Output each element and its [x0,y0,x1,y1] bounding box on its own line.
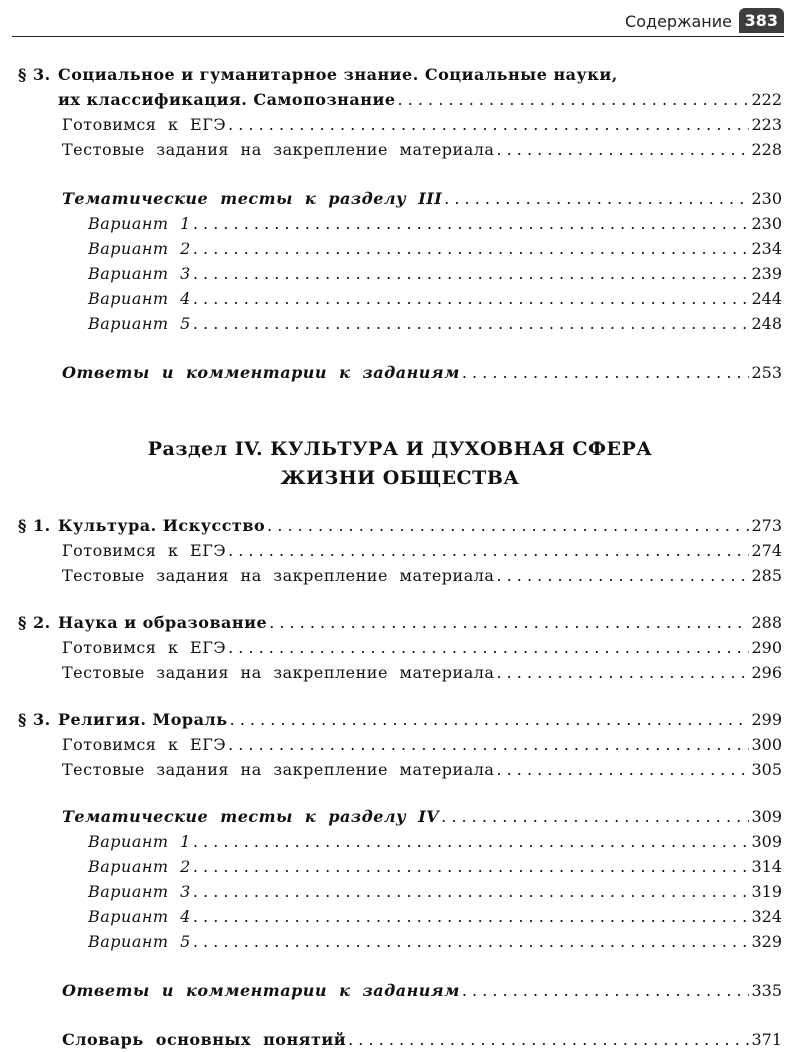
page-ref: 248 [751,314,782,333]
section-heading: Раздел IV. КУЛЬТУРА И ДУХОВНАЯ СФЕРА ЖИЗНИ ОБЩЕСТВА [147,438,653,489]
toc-entry-test-tasks[interactable]: Тестовые задания на закрепление материала . . . 285 [18,563,782,588]
page-ref: 285 [751,566,782,585]
toc-entry-thematic-tests-iv[interactable]: Тематические тесты к разделу IV . . . 309 [18,804,782,829]
toc-entry-ege-prep[interactable]: Готовимся к ЕГЭ . . . 274 [18,538,782,563]
toc-entry-section-3-religion[interactable]: § 3. Религия. Мораль . . . 299 [18,707,782,732]
toc-entry-variant[interactable]: Вариант 1 . . . 230 [18,211,782,236]
page-ref: 222 [751,90,782,109]
page-ref: 296 [751,663,782,682]
toc-entry-variant[interactable]: Вариант 3 . . . 239 [18,261,782,286]
page-ref: 290 [751,638,782,657]
page-ref: 335 [751,981,782,1000]
toc-entry-glossary[interactable]: Словарь основных понятий . . . 371 [18,1027,782,1052]
page-ref: 244 [751,289,782,308]
page-number-badge: 383 [739,8,784,33]
page-ref: 329 [751,932,782,951]
toc-entry-variant[interactable]: Вариант 5 . . . 329 [18,929,782,954]
page-ref: 314 [751,857,782,876]
toc-entry-ege-prep[interactable]: Готовимся к ЕГЭ . . . 290 [18,635,782,660]
toc-entry-variant[interactable]: Вариант 1 . . . 309 [18,829,782,854]
toc-entry-section-3-social-knowledge[interactable]: § 3. Социальное и гуманитарное знание. Социальные науки, [18,65,618,84]
page-ref: 309 [751,832,782,851]
running-head-title: Содержание [625,12,732,31]
toc-entry-variant[interactable]: Вариант 4 . . . 324 [18,904,782,929]
toc-entry-answers-iv[interactable]: Ответы и комментарии к заданиям . . . 335 [18,978,782,1003]
page-ref: 239 [751,264,782,283]
page-ref: 319 [751,882,782,901]
page-ref: 324 [751,907,782,926]
page-ref: 309 [751,807,782,826]
toc-entry-variant[interactable]: Вариант 2 . . . 314 [18,854,782,879]
page-ref: 234 [751,239,782,258]
page-ref: 305 [751,760,782,779]
toc-entry-continuation[interactable]: их классификация. Самопознание . . . 222 [18,87,782,112]
toc-entry-ege-prep[interactable]: Готовимся к ЕГЭ . . . 223 [18,112,782,137]
toc-entry-section-1-culture[interactable]: § 1. Культура. Искусство . . . 273 [18,513,782,538]
page-ref: 371 [751,1030,782,1049]
toc-entry-test-tasks[interactable]: Тестовые задания на закрепление материала . . . 296 [18,660,782,685]
toc-entry-answers-iii[interactable]: Ответы и комментарии к заданиям . . . 253 [18,360,782,385]
toc-entry-section-2-science[interactable]: § 2. Наука и образование . . . 288 [18,610,782,635]
toc-entry-test-tasks[interactable]: Тестовые задания на закрепление материала . . . 305 [18,757,782,782]
page-ref: 223 [751,115,782,134]
page-ref: 253 [751,363,782,382]
page-ref: 288 [751,613,782,632]
page-ref: 274 [751,541,782,560]
toc-entry-variant[interactable]: Вариант 5 . . . 248 [18,311,782,336]
page-ref: 273 [751,516,782,535]
toc-entry-variant[interactable]: Вариант 3 . . . 319 [18,879,782,904]
toc-entry-thematic-tests-iii[interactable]: Тематические тесты к разделу III . . . 230 [18,186,782,211]
toc-entry-variant[interactable]: Вариант 4 . . . 244 [18,286,782,311]
toc-entry-test-tasks[interactable]: Тестовые задания на закрепление материала . . . 228 [18,137,782,162]
toc-entry-variant[interactable]: Вариант 2 . . . 234 [18,236,782,261]
page-ref: 230 [751,214,782,233]
page-ref: 300 [751,735,782,754]
page-ref: 230 [751,189,782,208]
toc-entry-ege-prep[interactable]: Готовимся к ЕГЭ . . . 300 [18,732,782,757]
running-head [12,0,784,37]
table-of-contents [18,62,782,1052]
page-ref: 299 [751,710,782,729]
page-ref: 228 [751,140,782,159]
